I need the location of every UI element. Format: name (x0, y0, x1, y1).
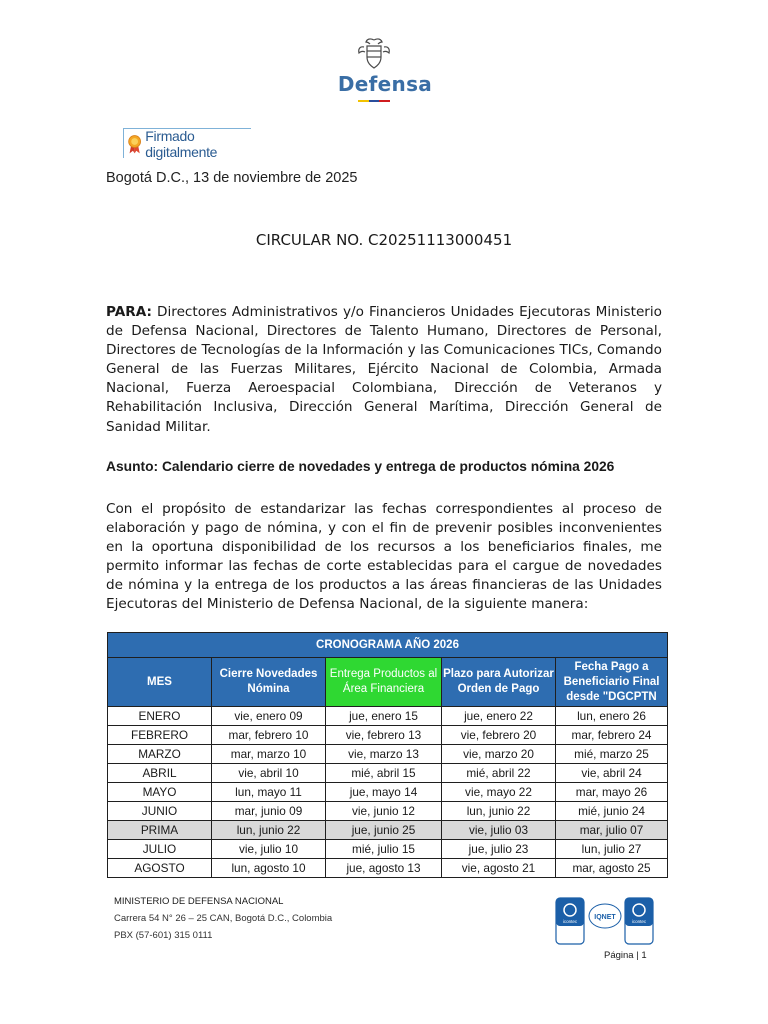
table-header-row (108, 658, 668, 707)
month-cell: MARZO (108, 745, 212, 764)
date-cell: lun, agosto 10 (212, 859, 326, 878)
page-label: Página (604, 950, 634, 961)
date-cell: vie, agosto 21 (442, 859, 556, 878)
table-title: CRONOGRAMA AÑO 2026 (108, 633, 668, 658)
logo-text: Defensa (337, 72, 433, 96)
table-row (108, 707, 668, 726)
date-cell: jue, enero 15 (326, 707, 442, 726)
table-row (108, 726, 668, 745)
flag-stripe-blue (369, 100, 380, 102)
month-cell: ABRIL (108, 764, 212, 783)
date-cell: vie, febrero 13 (326, 726, 442, 745)
date-cell: vie, julio 10 (212, 840, 326, 859)
date-cell: vie, julio 03 (442, 821, 556, 840)
ribbon-badge-icon (127, 132, 142, 156)
column-header-month: MES (108, 658, 212, 707)
icontec-iso9001-logo (556, 898, 584, 944)
column-header-authorize: Plazo para Autorizar Orden de Pago (442, 658, 556, 707)
month-cell: MAYO (108, 783, 212, 802)
table-row (108, 859, 668, 878)
column-header-cutoff: Cierre Novedades Nómina (212, 658, 326, 707)
table-row (108, 802, 668, 821)
iqnet-logo (589, 904, 621, 928)
month-cell: PRIMA (108, 821, 212, 840)
svg-text:icontec: icontec (631, 919, 647, 924)
date-cell: lun, julio 27 (556, 840, 668, 859)
column-header-payment: Fecha Pago a Beneficiario Final desde "DGCPTN (556, 658, 668, 707)
date-cell: mié, julio 15 (326, 840, 442, 859)
signature-stamp-label: Firmado digitalmente (145, 127, 218, 160)
page-separator: | (636, 950, 642, 961)
date-cell: vie, marzo 13 (326, 745, 442, 764)
table-row (108, 840, 668, 859)
page-number (604, 950, 647, 961)
page-value: 1 (641, 950, 647, 961)
document-date: Bogotá D.C., 13 de noviembre de 2025 (106, 170, 358, 186)
footer-phone: PBX (57-601) 315 0111 (114, 930, 213, 941)
date-cell: jue, mayo 14 (326, 783, 442, 802)
date-cell: jue, julio 23 (442, 840, 556, 859)
payroll-schedule-table (107, 632, 668, 878)
recipients-paragraph (106, 303, 662, 437)
date-cell: lun, mayo 11 (212, 783, 326, 802)
subject-text: Calendario cierre de novedades y entrega de productos nómina 2026 (161, 459, 615, 474)
table-row (108, 783, 668, 802)
certification-logos (555, 896, 665, 946)
date-cell: mié, junio 24 (556, 802, 668, 821)
date-cell: mié, marzo 25 (556, 745, 668, 764)
date-cell: mié, abril 22 (442, 764, 556, 783)
digital-signature-stamp (123, 128, 251, 158)
flag-stripe-red (379, 100, 390, 102)
date-cell: lun, junio 22 (212, 821, 326, 840)
date-cell: vie, enero 09 (212, 707, 326, 726)
date-cell: lun, junio 22 (442, 802, 556, 821)
flag-bar (358, 100, 390, 102)
date-cell: lun, enero 26 (556, 707, 668, 726)
date-cell: mié, abril 15 (326, 764, 442, 783)
date-cell: vie, abril 10 (212, 764, 326, 783)
date-cell: vie, mayo 22 (442, 783, 556, 802)
table-row (108, 745, 668, 764)
date-cell: mar, marzo 10 (212, 745, 326, 764)
month-cell: JUNIO (108, 802, 212, 821)
month-cell: ENERO (108, 707, 212, 726)
date-cell: mar, agosto 25 (556, 859, 668, 878)
table-row (108, 821, 668, 840)
date-cell: jue, junio 25 (326, 821, 442, 840)
svg-text:IQNET: IQNET (594, 914, 616, 921)
month-cell: AGOSTO (108, 859, 212, 878)
recipients-label: PARA: (106, 304, 152, 320)
subject-label: Asunto: (106, 459, 159, 474)
month-cell: FEBRERO (108, 726, 212, 745)
date-cell: mar, mayo 26 (556, 783, 668, 802)
date-cell: vie, junio 12 (326, 802, 442, 821)
date-cell: mar, junio 09 (212, 802, 326, 821)
date-cell: mar, febrero 10 (212, 726, 326, 745)
date-cell: mar, julio 07 (556, 821, 668, 840)
column-header-delivery: Entrega Productos al Área Financiera (326, 658, 442, 707)
flag-stripe-yellow (358, 100, 369, 102)
table-row (108, 764, 668, 783)
coat-of-arms-icon (356, 37, 392, 71)
subject-line (106, 459, 662, 474)
icontec-iso27001-logo (625, 898, 653, 944)
svg-text:icontec: icontec (562, 919, 578, 924)
circular-title: CIRCULAR NO. C20251113000451 (255, 231, 513, 249)
date-cell: vie, abril 24 (556, 764, 668, 783)
date-cell: jue, enero 22 (442, 707, 556, 726)
date-cell: jue, agosto 13 (326, 859, 442, 878)
footer-organization: MINISTERIO DE DEFENSA NACIONAL (114, 896, 284, 907)
date-cell: vie, febrero 20 (442, 726, 556, 745)
date-cell: mar, febrero 24 (556, 726, 668, 745)
date-cell: vie, marzo 20 (442, 745, 556, 764)
intro-paragraph: Con el propósito de estandarizar las fechas correspondientes al proceso de elaboración y pago de nómina, y con el fin de prevenir posibles inconvenientes en la oportuna disponibilidad de los recursos a los beneficiarios finales, me permito informar las fechas de corte establecidas para el cargue de novedades de nómina y la entrega de los productos a las áreas financieras de las Unidades Ejecutoras del Ministerio de Defensa Nacional, de la siguiente manera: (106, 501, 662, 613)
footer-address: Carrera 54 N° 26 – 25 CAN, Bogotá D.C., Colombia (114, 913, 333, 924)
recipients-text: Directores Administrativos y/o Financieros Unidades Ejecutoras Ministerio de Defensa Nacional, Directores de Talento Humano, Directores de Personal, Directores de Tecnologías de la Información y las Comunicaciones TICs, Comando General de las Fuerzas Militares, Ejército Nacional de Colombia, Armada Nacional, Fuerza Aeroespacial Colombiana, Dirección de Veteranos y Rehabilitación Inclusiva, Dirección General Marítima, Dirección General de Sanidad Militar. (106, 304, 662, 435)
month-cell: JULIO (108, 840, 212, 859)
